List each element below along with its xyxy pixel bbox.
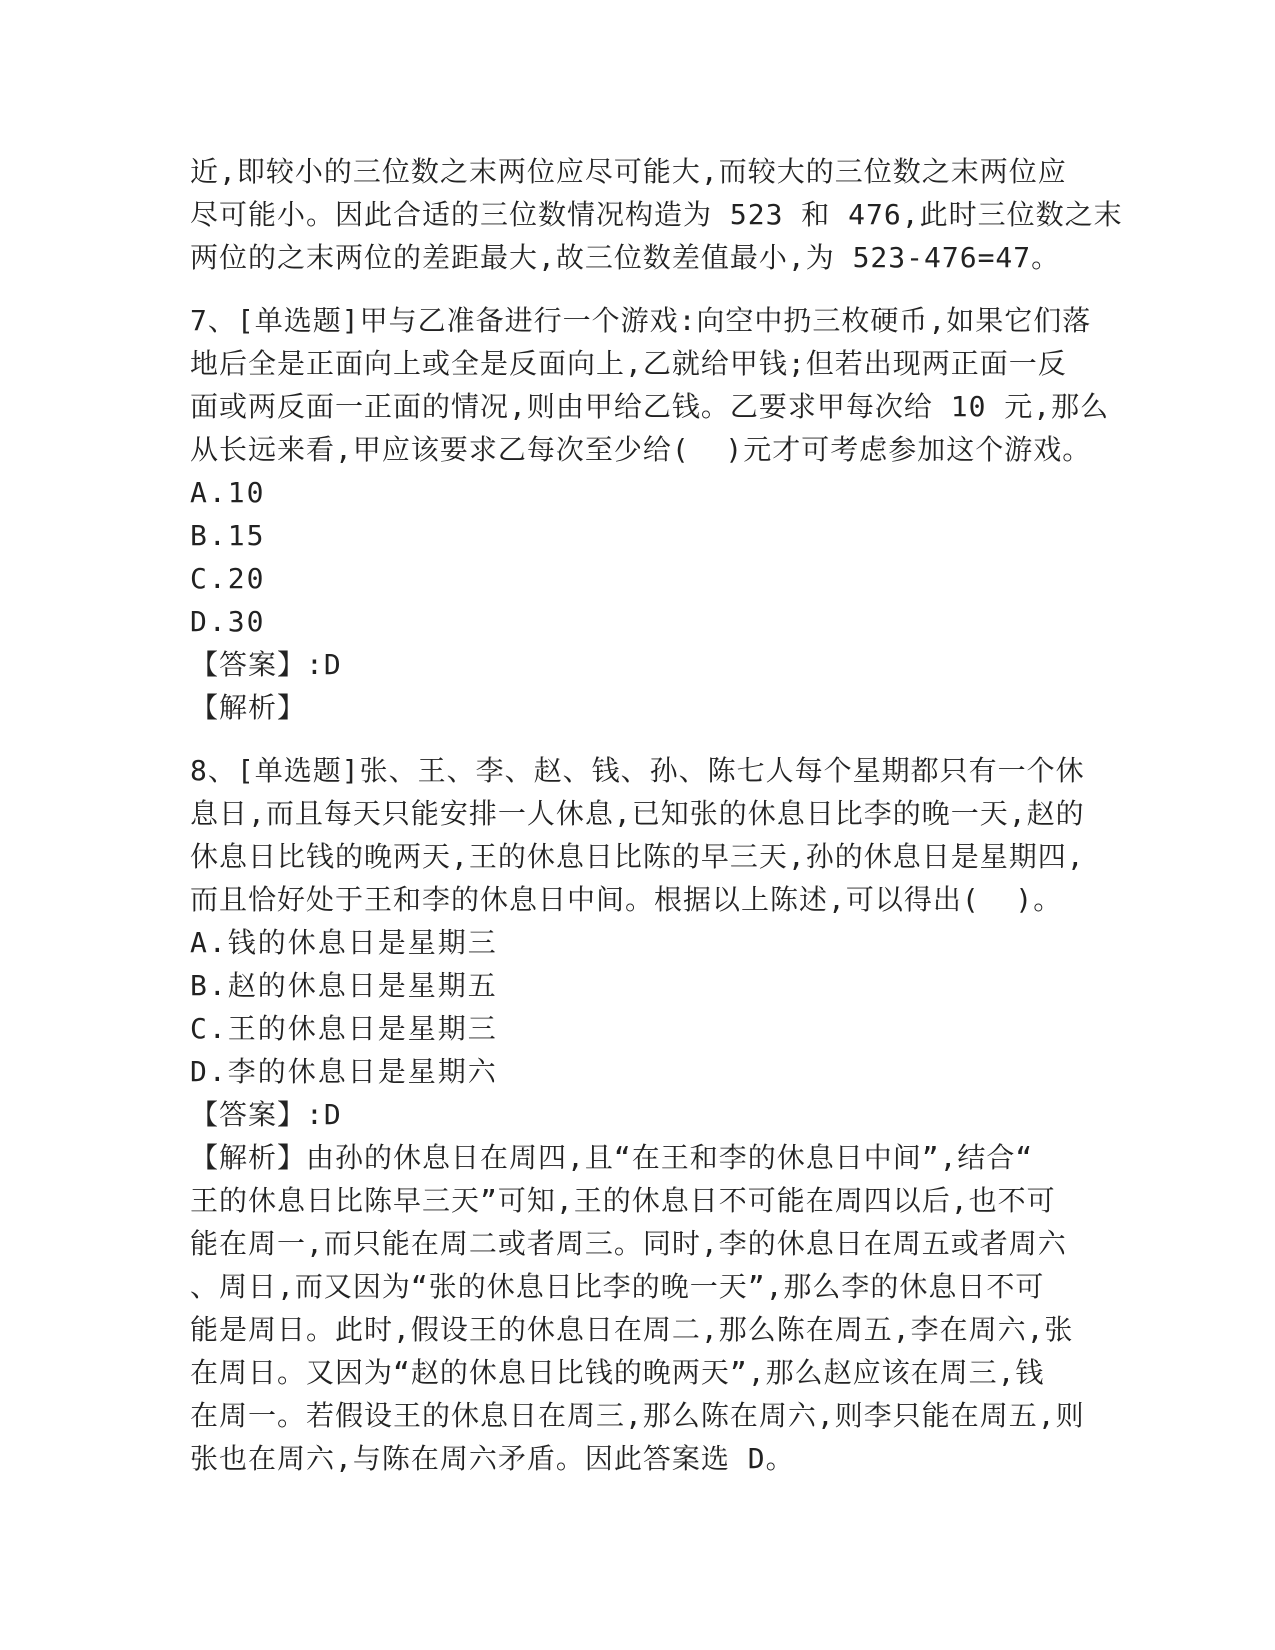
question-text-line: 7、[单选题]甲与乙准备进行一个游戏:向空中扔三枚硬币,如果它们落 — [190, 304, 1092, 337]
option-b: B.赵的休息日是星期五 — [190, 969, 498, 1002]
analysis-line: 能是周日。此时,假设王的休息日在周二,那么陈在周五,李在周六,张 — [190, 1313, 1074, 1346]
analysis-line: 【解析】 — [190, 691, 307, 724]
analysis-line: 张也在周六,与陈在周六矛盾。因此答案选 D。 — [190, 1442, 795, 1475]
analysis-line: 在周日。又因为“赵的休息日比钱的晚两天”,那么赵应该在周三,钱 — [190, 1356, 1045, 1389]
option-d: D.30 — [190, 605, 266, 638]
question-text-line: 休息日比钱的晚两天,王的休息日比陈的早三天,孙的休息日是星期四, — [190, 840, 1085, 873]
analysis-line: 王的休息日比陈早三天”可知,王的休息日不可能在周四以后,也不可 — [190, 1184, 1056, 1217]
question-text-line: 而且恰好处于王和李的休息日中间。根据以上陈述,可以得出( )。 — [190, 883, 1063, 916]
option-c: C.20 — [190, 562, 266, 595]
option-a: A.10 — [190, 476, 266, 509]
analysis-line: 能在周一,而只能在周二或者周三。同时,李的休息日在周五或者周六 — [190, 1227, 1067, 1260]
question-8 — [190, 749, 1090, 1480]
text-line: 近,即较小的三位数之末两位应尽可能大,而较大的三位数之末两位应 — [190, 155, 1067, 188]
answer-line: 【答案】:D — [190, 1098, 342, 1131]
question-text-line: 面或两反面一正面的情况,则由甲给乙钱。乙要求甲每次给 10 元,那么 — [190, 390, 1110, 423]
question-text-line: 息日,而且每天只能安排一人休息,已知张的休息日比李的晚一天,赵的 — [190, 797, 1085, 830]
text-line: 尽可能小。因此合适的三位数情况构造为 523 和 476,此时三位数之末 — [190, 198, 1123, 231]
analysis-line: 在周一。若假设王的休息日在周三,那么陈在周六,则李只能在周五,则 — [190, 1399, 1085, 1432]
analysis-line: 【解析】由孙的休息日在周四,且“在王和李的休息日中间”,结合“ — [190, 1141, 1034, 1174]
question-7 — [190, 299, 1110, 729]
previous-explanation — [190, 150, 1123, 279]
question-text-line: 地后全是正面向上或全是反面向上,乙就给甲钱;但若出现两正面一反 — [190, 347, 1067, 380]
document-page — [190, 150, 1123, 1480]
option-b: B.15 — [190, 519, 266, 552]
option-d: D.李的休息日是星期六 — [190, 1055, 498, 1088]
text-line: 两位的之末两位的差距最大,故三位数差值最小,为 523-476=47。 — [190, 241, 1061, 274]
answer-line: 【答案】:D — [190, 648, 342, 681]
question-text-line: 8、[单选题]张、王、李、赵、钱、孙、陈七人每个星期都只有一个休 — [190, 754, 1085, 787]
option-a: A.钱的休息日是星期三 — [190, 926, 498, 959]
analysis-line: 、周日,而又因为“张的休息日比李的晚一天”,那么李的休息日不可 — [190, 1270, 1045, 1303]
question-text-line: 从长远来看,甲应该要求乙每次至少给( )元才可考虑参加这个游戏。 — [190, 433, 1092, 466]
option-c: C.王的休息日是星期三 — [190, 1012, 498, 1045]
